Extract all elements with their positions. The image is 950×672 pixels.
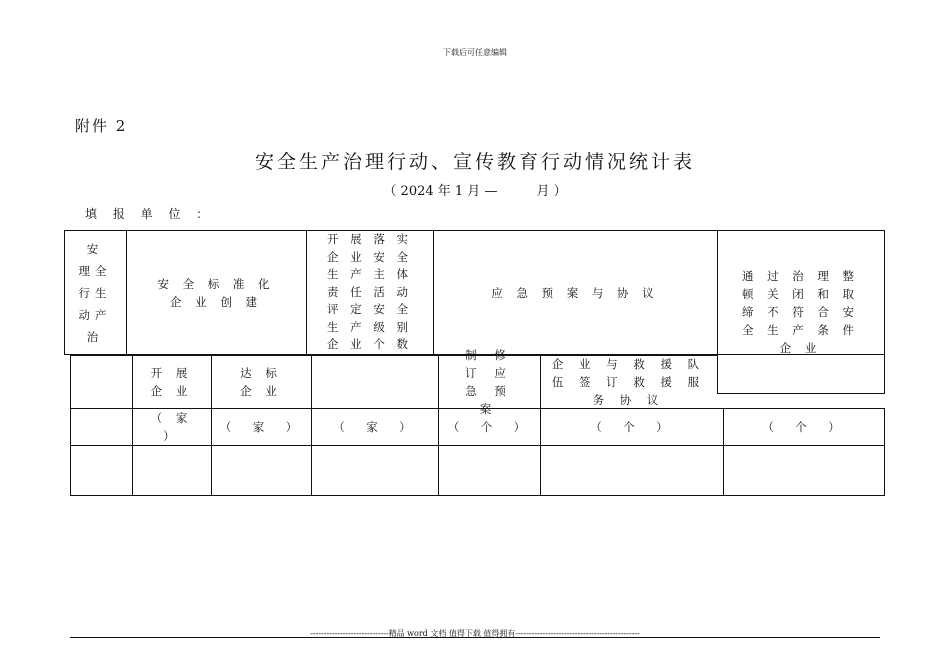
- unit-cell-2: （ 家 ）: [219, 419, 303, 434]
- header-cell-emergency-plan: 应 急 预 案 与 协 议: [491, 285, 659, 300]
- page-title: 安全生产治理行动、宣传教育行动情况统计表: [254, 151, 695, 173]
- subheader-plan-revision: 制 修 订 应 急 预 案: [465, 347, 513, 416]
- unit-cell-4: （ 个 ）: [447, 419, 531, 434]
- unit-cell-3: （ 家 ）: [333, 419, 416, 434]
- header-cell-standardization: 安 全 标 准 化 企 业 创 建: [157, 276, 275, 309]
- attachment-label: 附件 2: [75, 117, 128, 135]
- unit-cell-5: （ 个 ）: [590, 419, 673, 434]
- header-cell-closure: 通 过 治 理 整 顿 关 闭 和 取 缔 不 符 合 安 全 生 产 条 件 企 业: [741, 268, 860, 355]
- unit-cell-6: （ 个 ）: [762, 419, 845, 434]
- subheader-rescue-agreement: 企 业 与 救 援 队 伍 签 订 救 援 服 务 协 议: [551, 356, 706, 407]
- subheader-qualified: 达 标 企 业: [240, 365, 282, 398]
- header-note: 下载后可任意编辑: [443, 48, 507, 57]
- reporting-unit-label: 填 报 单 位 ：: [85, 207, 215, 221]
- unit-cell-1: （ 家 ）: [150, 410, 193, 443]
- period-range: （ 2024 年 1 月 — 月 ）: [383, 184, 567, 199]
- header-cell-governance-action: 安 理全 行生 动产 治: [78, 241, 112, 344]
- footer-note: -----------------------------精品 word 文档 值得下载 值得拥有----------------------------------------------: [310, 629, 640, 638]
- header-cell-responsibility: 开 展 落 实 企 业 安 全 生 产 主 体 责 任 活 动 评 定 安 全 生 产 级 别 企 业 个 数: [327, 232, 412, 352]
- subheader-carried-out: 开 展 企 业: [150, 365, 193, 398]
